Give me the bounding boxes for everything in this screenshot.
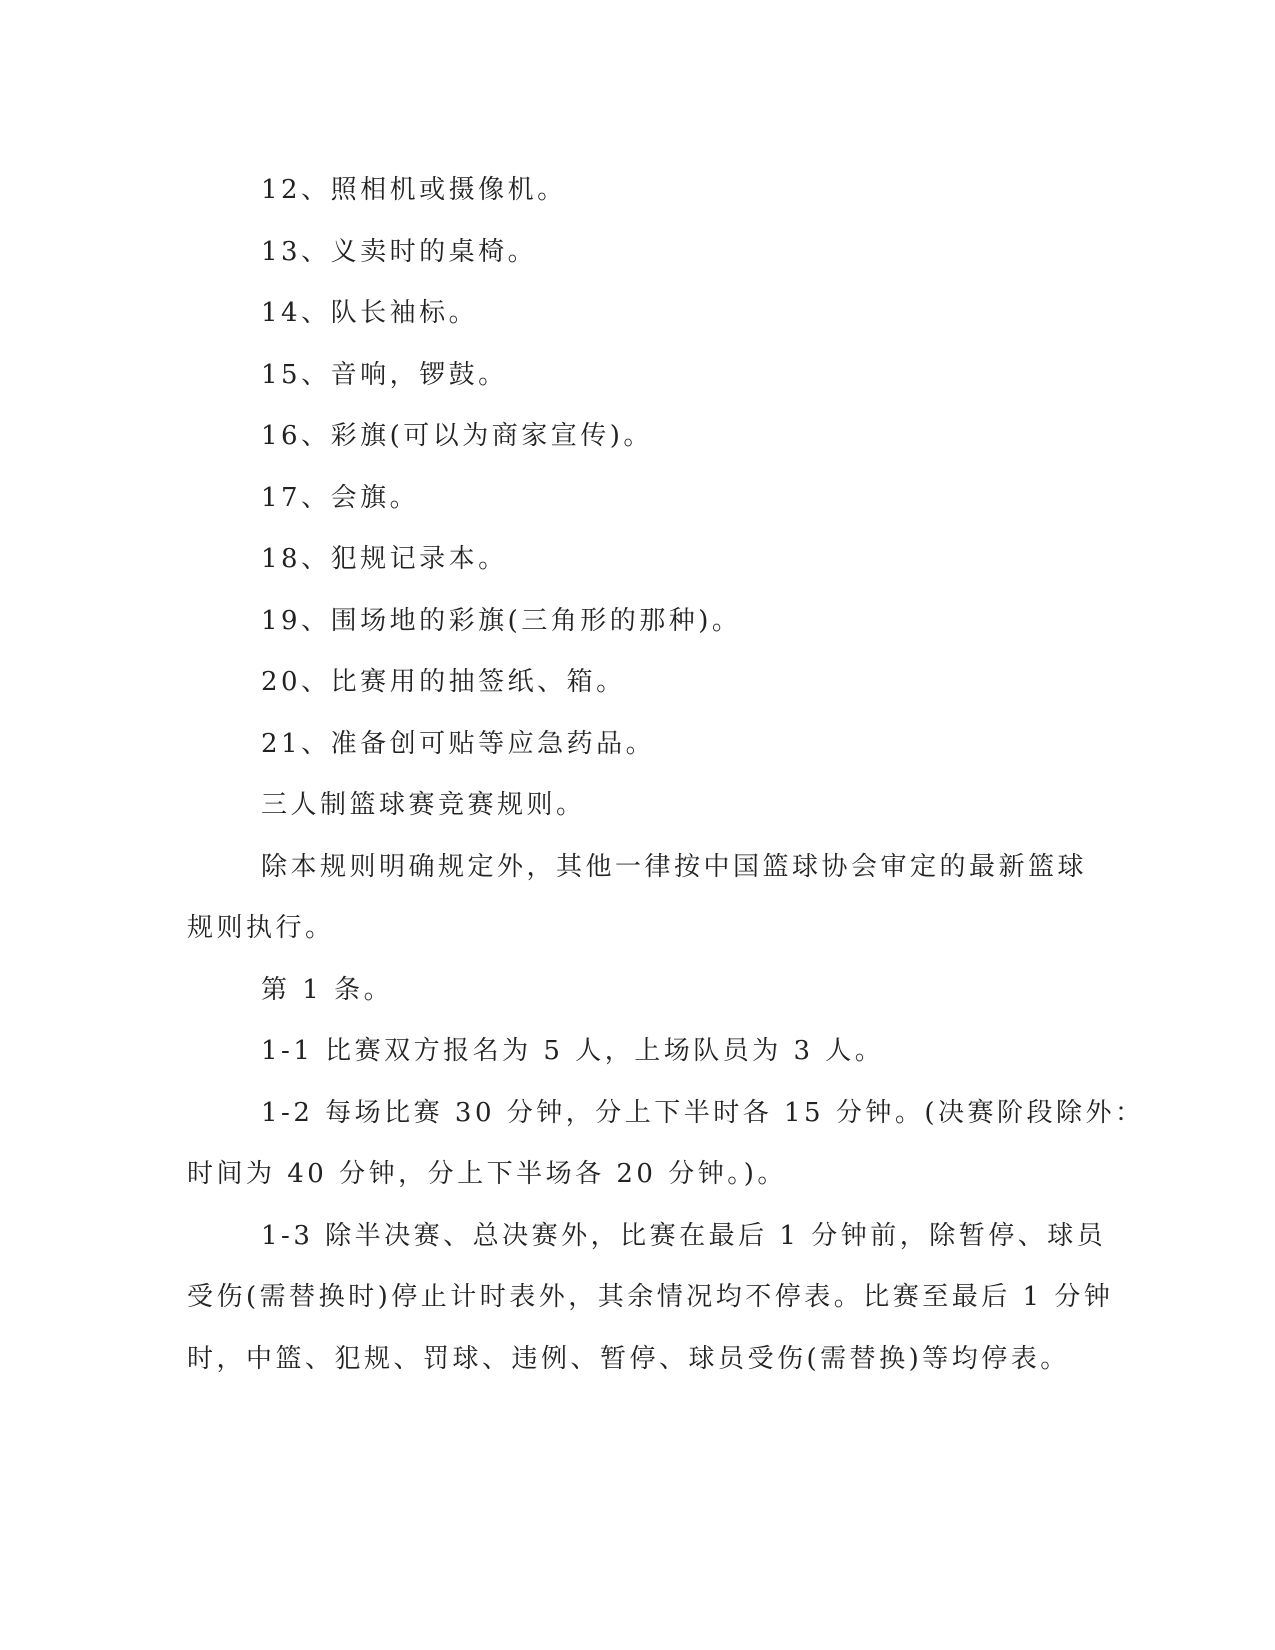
rule-line: 1-2 每场比赛 30 分钟，分上下半时各 15 分钟。(决赛阶段除外： (261, 1097, 1145, 1128)
text-line: 14、队长袖标。 (261, 298, 479, 328)
text-line: 17、会旗。 (261, 482, 420, 513)
article-heading: 第 1 条。 (261, 974, 394, 1005)
text-line: 15、音响，锣鼓。 (261, 359, 508, 390)
text-line: 21、准备创可贴等应急药品。 (261, 728, 656, 759)
text-line: 12、照相机或摄像机。 (261, 175, 567, 205)
text-line: 16、彩旗(可以为商家宣传)。 (261, 421, 653, 451)
paragraph-line: 规则执行。 (187, 913, 335, 943)
text-line: 18、犯规记录本。 (261, 544, 508, 574)
paragraph-line: 除本规则明确规定外，其他一律按中国篮球协会审定的最新篮球 (261, 851, 1088, 882)
rule-line: 受伤(需替换时)停止计时表外，其余情况均不停表。比赛至最后 1 分钟 (187, 1282, 1114, 1312)
rule-line: 时间为 40 分钟，分上下半场各 20 分钟。)。 (187, 1159, 787, 1189)
rule-line: 1-3 除半决赛、总决赛外，比赛在最后 1 分钟前，除暂停、球员 (261, 1220, 1107, 1251)
text-line: 20、比赛用的抽签纸、箱。 (261, 667, 626, 697)
text-line: 13、义卖时的桌椅。 (261, 236, 538, 267)
text-line: 19、围场地的彩旗(三角形的那种)。 (261, 605, 742, 636)
document-body (187, 160, 1145, 1390)
section-heading: 三人制篮球赛竞赛规则。 (261, 790, 586, 820)
rule-line: 时，中篮、犯规、罚球、违例、暂停、球员受伤(需替换)等均停表。 (187, 1343, 1070, 1374)
rule-line: 1-1 比赛双方报名为 5 人，上场队员为 3 人。 (261, 1036, 885, 1066)
